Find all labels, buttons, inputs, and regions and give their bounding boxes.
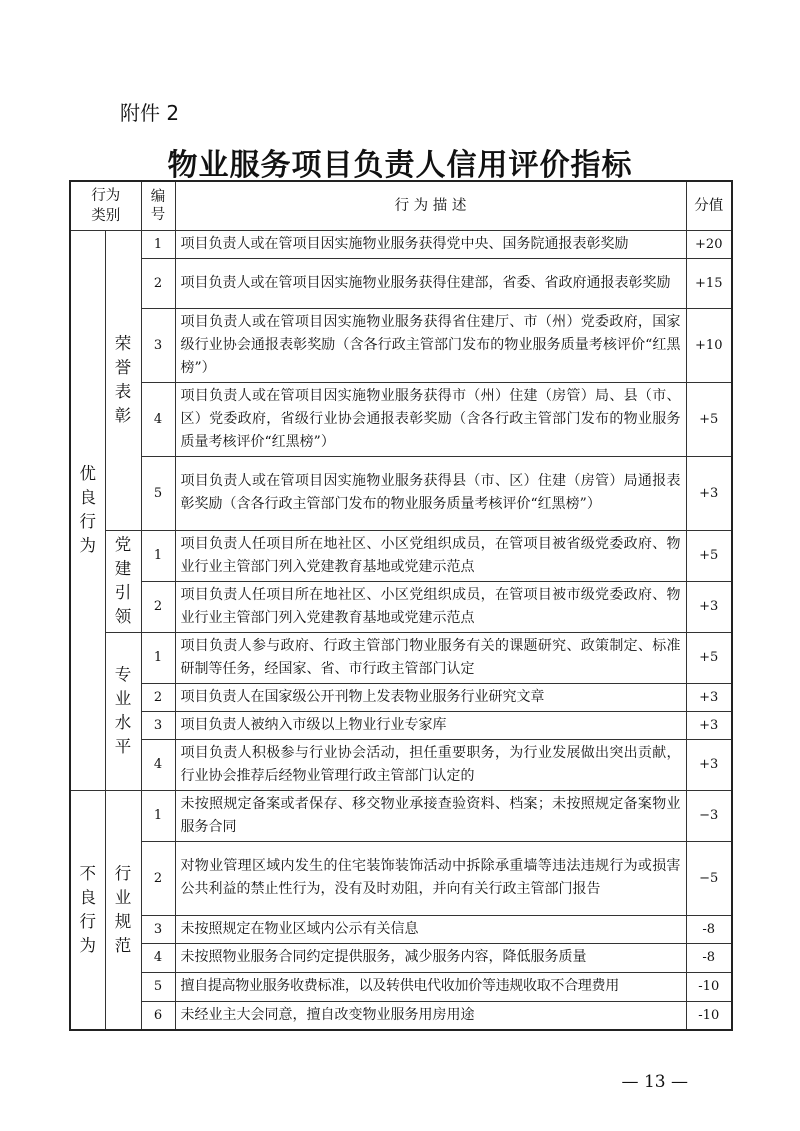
- row-score: −5: [686, 841, 732, 915]
- row-number: 1: [141, 230, 175, 258]
- row-description: 项目负责人在国家级公开刊物上发表物业服务行业研究文章: [175, 683, 686, 711]
- row-score: -10: [686, 1001, 732, 1030]
- row-number: 2: [141, 258, 175, 308]
- row-score: +20: [686, 230, 732, 258]
- subgroup-honors: [105, 230, 141, 530]
- category-good-behavior: [70, 230, 105, 790]
- row-score: +5: [686, 382, 732, 456]
- row-description: 项目负责人积极参与行业协会活动，担任重要职务，为行业发展做出突出贡献，行业协会推荐后经物业管理行政主管部门认定的: [175, 739, 686, 790]
- row-score: -8: [686, 943, 732, 972]
- attachment-label: 附件 2: [120, 101, 180, 125]
- row-score: +3: [686, 683, 732, 711]
- row-number: 3: [141, 915, 175, 943]
- header-score: 分值: [686, 181, 732, 230]
- header-number-label: 编号: [150, 188, 166, 223]
- row-number: 1: [141, 790, 175, 841]
- subgroup-party-building: [105, 530, 141, 632]
- row-description: 项目负责人任项目所在地社区、小区党组织成员，在管项目被省级党委政府、物业行业主管部门列入党建教育基地或党建示范点: [175, 530, 686, 581]
- row-description: 擅自提高物业服务收费标准，以及转供电代收加价等违规收取不合理费用: [175, 972, 686, 1001]
- row-description: 项目负责人或在管项目因实施物业服务获得住建部，省委、省政府通报表彰奖励: [175, 258, 686, 308]
- row-score: +5: [686, 530, 732, 581]
- subgroup-industry-norms: [105, 790, 141, 1030]
- row-number: 2: [141, 581, 175, 632]
- row-score: +3: [686, 711, 732, 739]
- row-description: 未按照规定在物业区域内公示有关信息: [175, 915, 686, 943]
- credit-evaluation-table: [69, 180, 733, 1031]
- row-score: +3: [686, 739, 732, 790]
- row-number: 5: [141, 972, 175, 1001]
- row-score: +5: [686, 632, 732, 683]
- row-number: 4: [141, 943, 175, 972]
- row-description: 项目负责人或在管项目因实施物业服务获得省住建厅、市（州）党委政府，国家级行业协会通报表彰奖励（含各行政主管部门发布的物业服务质量考核评价“红黑榜”）: [175, 308, 686, 382]
- row-description: 项目负责人或在管项目因实施物业服务获得党中央、国务院通报表彰奖励: [175, 230, 686, 258]
- header-category-label: 行为类别: [91, 187, 121, 224]
- row-description: 项目负责人任项目所在地社区、小区党组织成员，在管项目被市级党委政府、物业行业主管部门列入党建教育基地或党建示范点: [175, 581, 686, 632]
- row-number: 3: [141, 308, 175, 382]
- subgroup-label: 专业水平: [114, 665, 132, 756]
- row-score: +15: [686, 258, 732, 308]
- row-description: 项目负责人被纳入市级以上物业行业专家库: [175, 711, 686, 739]
- category-bad-behavior: [70, 790, 105, 1030]
- header-description: 行 为 描 述: [175, 181, 686, 230]
- row-number: 5: [141, 456, 175, 530]
- row-number: 6: [141, 1001, 175, 1030]
- row-number: 3: [141, 711, 175, 739]
- header-category: [70, 181, 141, 230]
- row-number: 1: [141, 530, 175, 581]
- category-label: 不良行为: [79, 863, 96, 955]
- row-number: 1: [141, 632, 175, 683]
- subgroup-professional-level: [105, 632, 141, 790]
- category-label: 优良行为: [79, 464, 96, 555]
- row-number: 2: [141, 683, 175, 711]
- row-description: 项目负责人参与政府、行政主管部门物业服务有关的课题研究、政策制定、标准研制等任务，经国家、省、市行政主管部门认定: [175, 632, 686, 683]
- row-description: 对物业管理区域内发生的住宅装饰装饰活动中拆除承重墙等违法违规行为或损害公共利益的禁止性行为，没有及时劝阻，并向有关行政主管部门报告: [175, 841, 686, 915]
- row-description: 未经业主大会同意，擅自改变物业服务用房用途: [175, 1001, 686, 1030]
- row-score: +10: [686, 308, 732, 382]
- row-score: −3: [686, 790, 732, 841]
- row-description: 项目负责人或在管项目因实施物业服务获得市（州）住建（房管）局、县（市、区）党委政府，省级行业协会通报表彰奖励（含各行政主管部门发布的物业服务质量考核评价“红黑榜”）: [175, 382, 686, 456]
- row-score: +3: [686, 581, 732, 632]
- document-title: 物业服务项目负责人信用评价指标: [167, 148, 633, 183]
- row-description: 项目负责人或在管项目因实施物业服务获得县（市、区）住建（房管）局通报表彰奖励（含各行政主管部门发布的物业服务质量考核评价“红黑榜”）: [175, 456, 686, 530]
- subgroup-label: 党建引领: [114, 535, 132, 626]
- row-score: -8: [686, 915, 732, 943]
- subgroup-label: 行业规范: [114, 863, 132, 955]
- row-description: 未按照物业服务合同约定提供服务，减少服务内容，降低服务质量: [175, 943, 686, 972]
- row-score: -10: [686, 972, 732, 1001]
- row-description: 未按照规定备案或者保存、移交物业承接查验资料、档案；未按照规定备案物业服务合同: [175, 790, 686, 841]
- row-number: 2: [141, 841, 175, 915]
- page-number: — 13 —: [621, 1072, 688, 1092]
- subgroup-label: 荣誉表彰: [114, 334, 132, 425]
- row-number: 4: [141, 739, 175, 790]
- row-score: +3: [686, 456, 732, 530]
- row-number: 4: [141, 382, 175, 456]
- header-number: [141, 181, 175, 230]
